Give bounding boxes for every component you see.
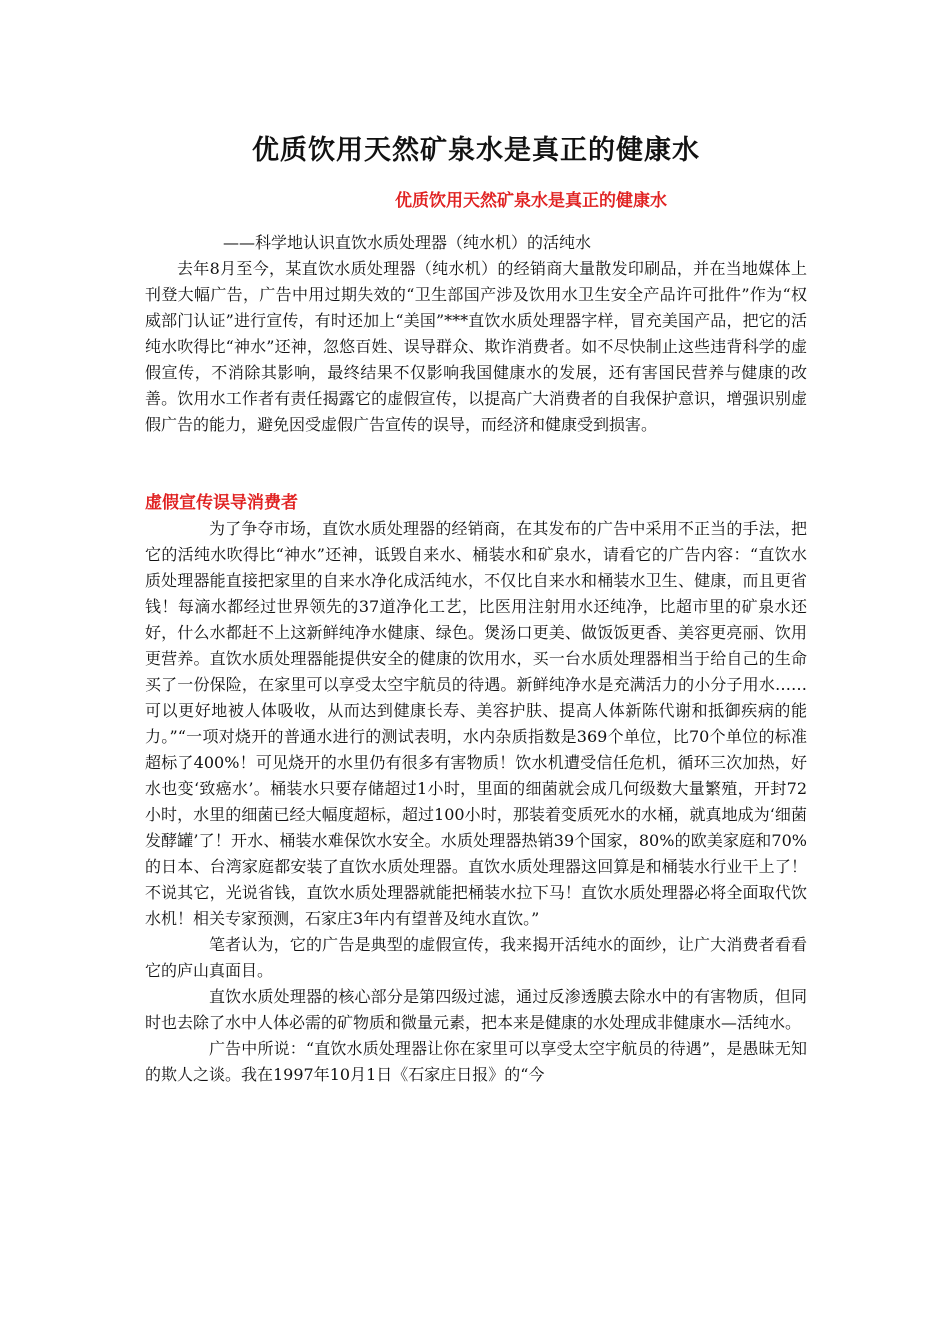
paragraph: 笔者认为，它的广告是典型的虚假宣传，我来揭开活纯水的面纱，让广大消费者看看它的庐山真面目。 (145, 935, 807, 980)
document-page (145, 130, 807, 1088)
paragraph: 广告中所说：“直饮水质处理器让你在家里可以享受太空宇航员的待遇”，是愚昧无知的欺人之谈。我在1997年10月1日《石家庄日报》的“今 (145, 1039, 807, 1084)
red-title: 优质饮用天然矿泉水是真正的健康水 (395, 191, 667, 211)
document-subtitle: ——科学地认识直饮水质处理器（纯水机）的活纯水 (223, 233, 592, 252)
document-title: 优质饮用天然矿泉水是真正的健康水 (252, 135, 700, 166)
paragraph: 直饮水质处理器的核心部分是第四级过滤，通过反渗透膜去除水中的有害物质，但同时也去除了水中人体必需的矿物质和微量元素，把本来是健康的水处理成非健康水—活纯水。 (145, 987, 807, 1032)
intro-paragraph: 去年8月至今，某直饮水质处理器（纯水机）的经销商大量散发印刷品，并在当地媒体上刊登大幅广告，广告中用过期失效的“卫生部国产涉及饮用水卫生安全产品许可批件”作为“权威部门认证”进行宣传，有时还加上“美国”***直饮水质处理器字样，冒充美国产品，把它的活纯水吹得比“神水”还神，忽悠百姓、误导群众、欺诈消费者。如不尽快制止这些违背科学的虚假宣传，不消除其影响，最终结果不仅影响我国健康水的发展，还有害国民营养与健康的改善。饮用水工作者有责任揭露它的虚假宣传，以提高广大消费者的自我保护意识，增强识别虚假广告的能力，避免因受虚假广告宣传的误导，而经济和健康受到损害。 (145, 259, 807, 434)
section-title: 虚假宣传误导消费者 (145, 493, 298, 513)
paragraph: 为了争夺市场，直饮水质处理器的经销商，在其发布的广告中采用不正当的手法，把它的活纯水吹得比“神水”还神，诋毁自来水、桶装水和矿泉水，请看它的广告内容：“直饮水质处理器能直接把家里的自来水净化成活纯水，不仅比自来水和桶装水卫生、健康，而且更省钱！每滴水都经过世界领先的37道净化工艺，比医用注射用水还纯净，比超市里的矿泉水还好，什么水都赶不上这新鲜纯净水健康、绿色。煲汤口更美、做饭饭更香、美容更亮丽、饮用更营养。直饮水质处理器能提供安全的健康的饮用水，买一台水质处理器相当于给自己的生命买了一份保险，在家里可以享受太空宇航员的待遇。新鲜纯净水是充满活力的小分子用水……可以更好地被人体吸收，从而达到健康长寿、美容护肤、提高人体新陈代谢和抵御疾病的能力。”“一项对烧开的普通水进行的测试表明，水内杂质指数是369个单位，比70个单位的标准超标了400%！可见烧开的水里仍有很多有害物质！饮水机遭受信任危机，循环三次加热，好水也变‘致癌水’。桶装水只要存储超过1小时，里面的细菌就会成几何级数大量繁殖，开封72小时，水里的细菌已经大幅度超标，超过100小时，那装着变质死水的水桶，就真地成为‘细菌发酵罐’了！开水、桶装水难保饮水安全。水质处理器热销39个国家，80%的欧美家庭和70%的日本、台湾家庭都安装了直饮水质处理器。直饮水质处理器这回算是和桶装水行业干上了！不说其它，光说省钱，直饮水质处理器就能把桶装水拉下马！直饮水质处理器必将全面取代饮水机！相关专家预测，石家庄3年内有望普及纯水直饮。” (145, 519, 807, 928)
